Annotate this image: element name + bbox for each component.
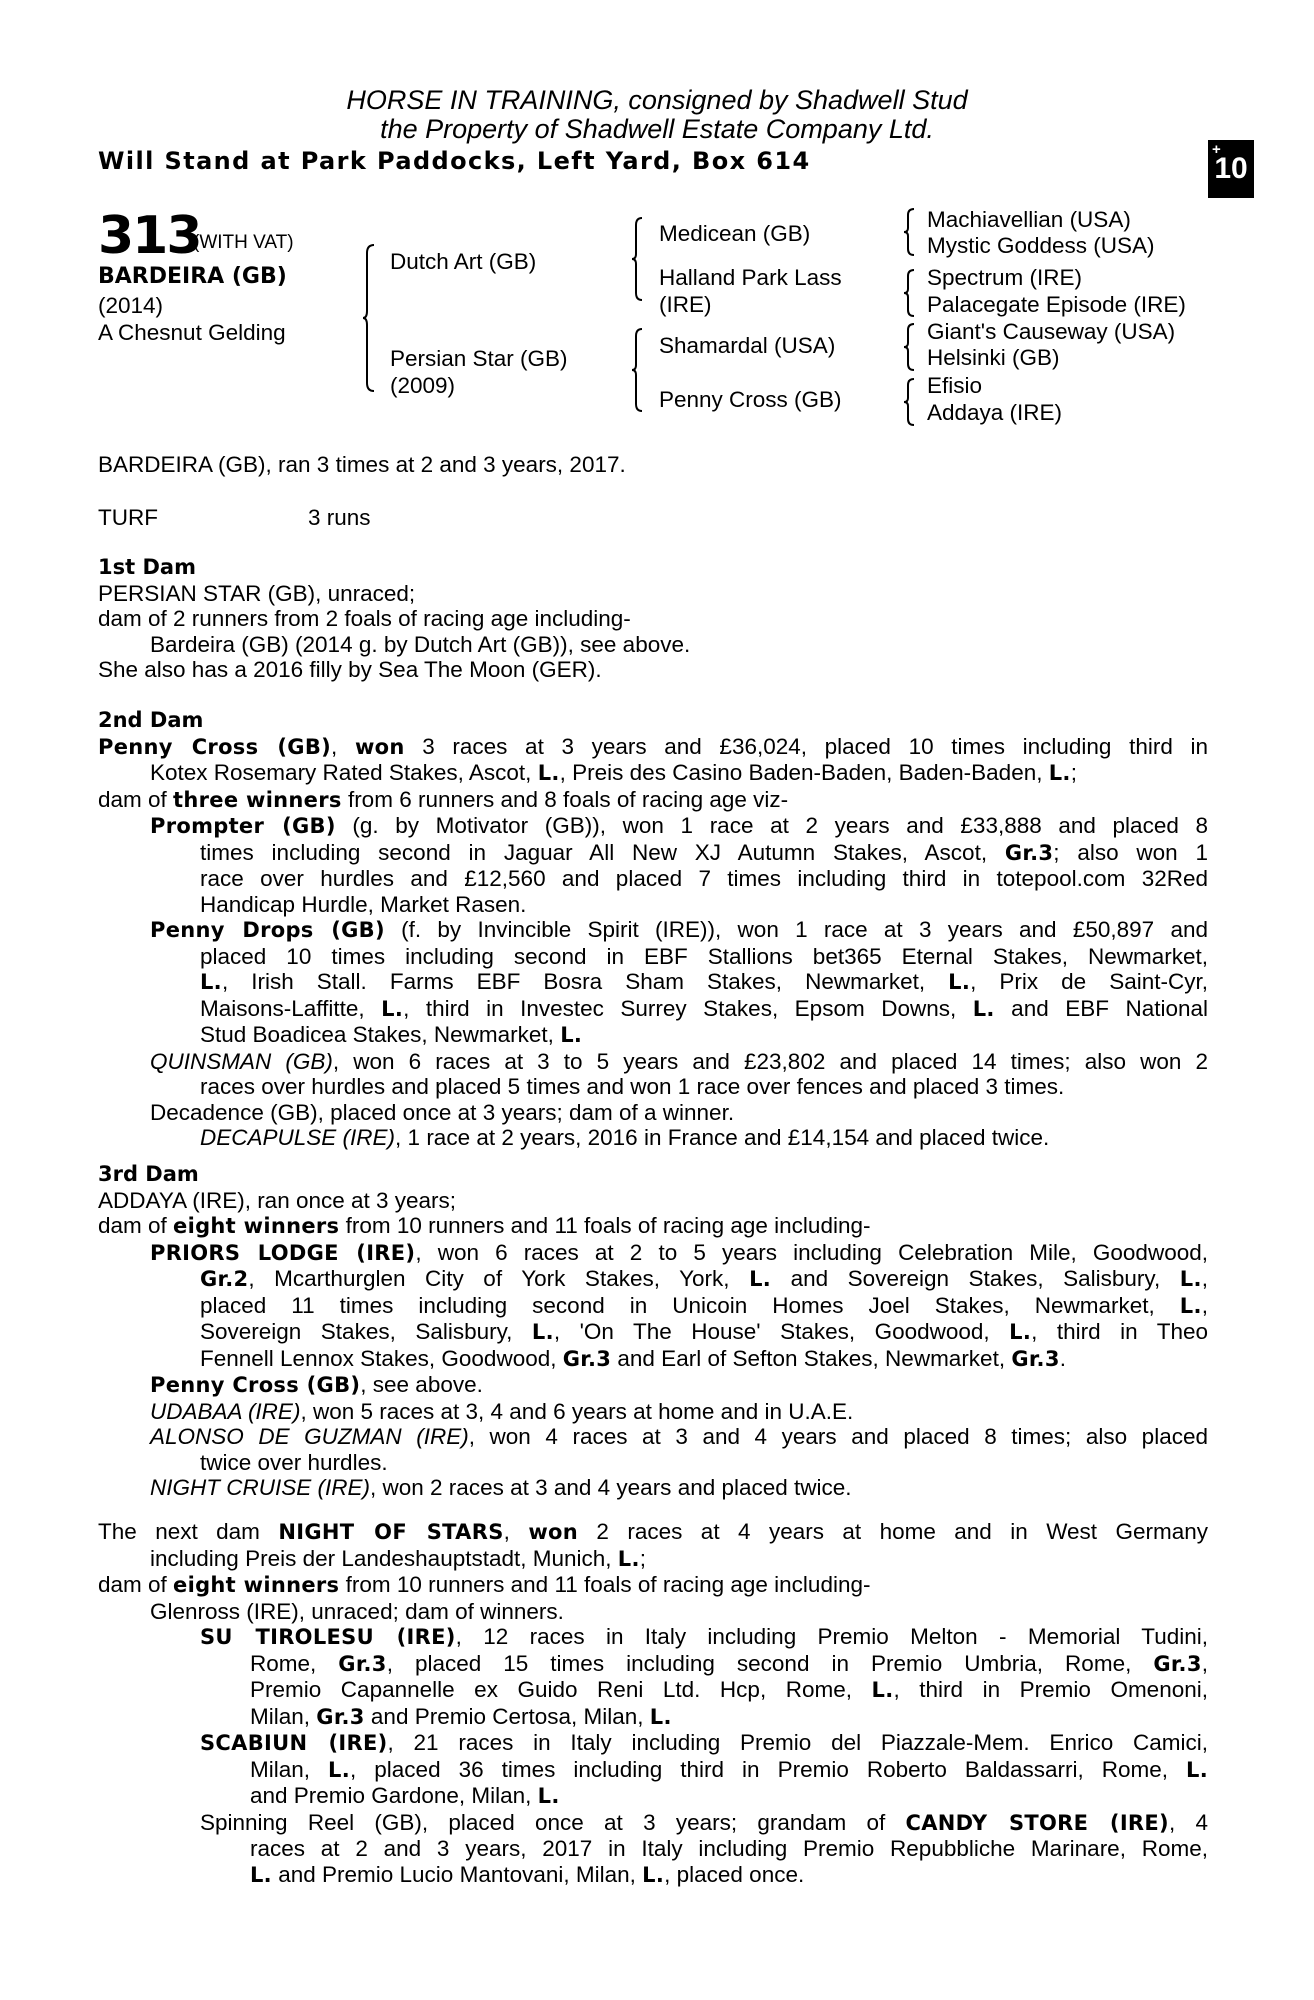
horse-name: DECAPULSE (IRE) [200, 1125, 396, 1150]
penny-cross-entry [98, 1372, 1208, 1399]
entry-line [250, 1862, 1208, 1889]
entry-line [150, 1049, 1208, 1075]
listed-mark: L. [560, 1023, 583, 1047]
entry-line [250, 1651, 1208, 1678]
text: , see above. [360, 1372, 483, 1397]
spinning-reel-entry [98, 1810, 1208, 1889]
entry-line [200, 1022, 1208, 1049]
quinsman-entry [98, 1049, 1208, 1100]
stand-location: Will Stand at Park Paddocks, Left Yard, Box 614 [98, 147, 811, 175]
entry-continuation [200, 1836, 1208, 1888]
entry-line [250, 1757, 1208, 1784]
race-record-summary: BARDEIRA (GB), ran 3 times at 2 and 3 years, 2017. [98, 452, 626, 477]
entry-line: races at 2 and 3 years, 2017 in Italy including Premio Repubbliche Marinare, Rome, [250, 1836, 1208, 1861]
listed-mark: L. [381, 996, 404, 1021]
entry-continuation [150, 1266, 1208, 1372]
entry-continuation [200, 1651, 1208, 1731]
text: , 4 [1168, 1809, 1208, 1835]
horse-name: PRIORS LODGE (IRE) [150, 1240, 416, 1265]
second-dam-line1: Penny Cross (GB), won 3 races at 3 years and £36,024, placed 10 times including third in [98, 733, 1208, 759]
winners-count: three winners [173, 787, 342, 812]
entry-continuation [150, 840, 1208, 918]
text: , won 4 races at 3 and 4 years and placed 8 times; also placed [468, 1424, 1208, 1449]
group-mark: Gr.3 [1153, 1651, 1202, 1676]
horse-name: Penny Cross (GB) [150, 1373, 361, 1397]
third-dam-line: ADDAYA (IRE), ran once at 3 years; [98, 1187, 457, 1213]
lot-number: 313 [98, 206, 201, 266]
entry-line [150, 1424, 1208, 1450]
text: Rome, [250, 1650, 339, 1676]
listed-mark: L. [649, 1704, 672, 1729]
property-line: the Property of Shadwell Estate Company Ltd. [380, 114, 934, 144]
next-dam-section [98, 1519, 1208, 1888]
text: 3 races at 3 years and £36,024, placed 10 times including third in [404, 733, 1208, 759]
text: Fennell Lennox Stakes, Goodwood, [200, 1345, 563, 1371]
ds-sire: Giant's Causeway (USA) [927, 319, 1176, 344]
entry-line: Handicap Hurdle, Market Rasen. [200, 891, 527, 917]
ss-brace [903, 207, 917, 257]
dam-name: Penny Cross (GB) [98, 734, 332, 759]
text: (g. by Motivator (GB)), won 1 race at 2 years and £33,888 and placed 8 [335, 813, 1208, 838]
text: and Premio Lucio Mantovani, Milan, [271, 1861, 643, 1887]
sd-dam: Palacegate Episode (IRE) [927, 292, 1186, 317]
group-mark: Gr.3 [338, 1651, 387, 1676]
sire-sire: Medicean (GB) [659, 221, 811, 246]
second-dam-section [98, 708, 1208, 1151]
horse-name: ALONSO DE GUZMAN (IRE) [150, 1424, 469, 1449]
entry-line [200, 1730, 1208, 1757]
group-mark: Gr.3 [1004, 840, 1054, 865]
text: and Premio Gardone, Milan, [250, 1783, 538, 1808]
dd-dam: Addaya (IRE) [927, 400, 1063, 425]
entry-line: placed 11 times including second in Unicoin Homes Joel Stakes, Newmarket, L., [200, 1292, 1208, 1318]
text: , Preis des Casino Baden-Baden, Baden-Baden, [559, 760, 1049, 785]
text: , won 6 races at 3 to 5 years and £23,802 and placed 14 times; also won 2 [332, 1048, 1208, 1074]
sd-sire: Spectrum (IRE) [927, 265, 1083, 290]
listed-mark: L. [1186, 1757, 1208, 1782]
entry-line [200, 1266, 1208, 1293]
decapulse-entry [98, 1125, 1208, 1151]
text: from 6 runners and 8 foals of racing age viz- [341, 786, 789, 812]
text: Kotex Rosemary Rated Stakes, Ascot, [150, 760, 538, 785]
sire-parents-brace [631, 216, 645, 302]
listed-mark: L. [328, 1757, 351, 1782]
text: Milan, [250, 1756, 329, 1782]
text: , won 6 races at 2 to 5 years including Celebration Mile, Goodwood, [415, 1239, 1208, 1265]
won-label: won [354, 734, 405, 759]
first-dam-note: She also has a 2016 filly by Sea The Moon (GER). [98, 657, 602, 682]
dd-brace [903, 377, 917, 427]
listed-mark: L. [948, 970, 971, 994]
text: dam of [98, 1213, 174, 1238]
text: , 12 races in Italy including Premio Melton - Memorial Tudini, [455, 1624, 1208, 1649]
entry-line [150, 813, 1208, 840]
group-mark: Gr.3 [316, 1704, 365, 1729]
listed-mark: L. [1009, 1320, 1032, 1344]
listed-mark: L. [1048, 761, 1071, 785]
su-tirolesu-entry [98, 1624, 1208, 1730]
horse-name: CANDY STORE (IRE) [905, 1810, 1169, 1835]
listed-mark: L. [972, 996, 995, 1021]
winners-count: eight winners [173, 1214, 340, 1238]
text: , placed once. [664, 1861, 805, 1887]
text: , [1201, 1650, 1208, 1676]
entry-line: races over hurdles and placed 5 times and won 1 race over fences and placed 3 times. [200, 1074, 1065, 1099]
text: (f. by Invincible Spirit (IRE)), won 1 race at 3 years and £50,897 and [384, 917, 1208, 942]
scabiun-entry [98, 1730, 1208, 1810]
rating-badge [1208, 140, 1254, 198]
text: from 10 runners and 11 foals of racing age including- [339, 1572, 871, 1597]
prompter-entry [98, 813, 1208, 917]
ds-brace [903, 322, 917, 372]
listed-mark: L. [250, 1862, 272, 1887]
text: , third in Investec Surrey Stakes, Epsom Downs, [403, 995, 973, 1021]
listed-mark: L. [749, 1267, 772, 1291]
sire-dam-brace [362, 243, 378, 393]
second-dam-heading: 2nd Dam [98, 708, 204, 732]
third-dam-heading: 3rd Dam [98, 1162, 199, 1186]
entry-continuation [150, 944, 1208, 1049]
first-dam-produce: dam of 2 runners from 2 foals of racing age including- [98, 606, 631, 631]
text: Maisons-Laffitte, [200, 995, 382, 1021]
entry-continuation [200, 1757, 1208, 1810]
listed-mark: L. [531, 1320, 554, 1344]
entry-line [250, 1677, 1208, 1704]
text: , placed 15 times including second in Premio Umbria, Rome, [386, 1650, 1154, 1676]
text: Premio Capannelle ex Guido Reni Ltd. Hcp, Rome, [250, 1677, 872, 1702]
entry-line [200, 969, 1208, 996]
listed-mark: L. [537, 761, 560, 785]
entry-line: placed 10 times including second in EBF Stallions bet365 Eternal Stakes, Newmarket, [200, 943, 1208, 969]
horse-name: SCABIUN (IRE) [200, 1731, 388, 1755]
consignor-line: HORSE IN TRAINING, consigned by Shadwell Stud [346, 85, 968, 115]
horse-description: A Chesnut Gelding [98, 320, 286, 345]
text: and Earl of Sefton Stakes, Newmarket, [611, 1345, 1012, 1371]
horse-name: QUINSMAN (GB) [150, 1048, 333, 1074]
first-dam-heading: 1st Dam [98, 555, 196, 579]
badge-number: 10 [1214, 152, 1248, 185]
first-dam-foal: Bardeira (GB) (2014 g. by Dutch Art (GB)), see above. [150, 631, 691, 657]
listed-mark: L. [642, 1862, 665, 1887]
entry-line [200, 996, 1208, 1023]
decadence-entry: Decadence (GB), placed once at 3 years; dam of a winner. [150, 1099, 735, 1125]
text: and EBF National [994, 995, 1208, 1021]
entry-line: race over hurdles and £12,560 and placed 7 times including third in totepool.com 32Red [200, 866, 1208, 891]
dam-year: (2009) [390, 373, 456, 398]
dam: Persian Star (GB) [390, 346, 568, 371]
listed-mark: L. [871, 1678, 894, 1702]
entry-line [200, 1319, 1208, 1346]
text: times including second in Jaguar All New XJ Autumn Stakes, Ascot, [200, 839, 1005, 865]
third-dam-produce [98, 1213, 1208, 1240]
ds-dam: Helsinki (GB) [927, 345, 1060, 370]
text: and Sovereign Stakes, Salisbury, [771, 1266, 1180, 1291]
entry-line [200, 840, 1208, 867]
text: dam of [98, 786, 174, 812]
listed-mark: L. [200, 970, 222, 994]
text: and Premio Certosa, Milan, [364, 1703, 650, 1729]
night-cruise-entry [98, 1475, 1208, 1501]
dd-sire: Efisio [927, 373, 983, 398]
horse-name: NIGHT CRUISE (IRE) [150, 1475, 371, 1500]
first-dam-section [98, 555, 1208, 683]
listed-mark: L. [617, 1546, 640, 1571]
horse-name: BARDEIRA (GB) [98, 264, 287, 289]
sd-brace [903, 268, 917, 318]
won-label: won [528, 1520, 578, 1544]
group-mark: Gr.3 [562, 1346, 612, 1371]
horse-name: Prompter (GB) [150, 814, 336, 838]
text: The next dam [98, 1519, 279, 1544]
text: , won 2 races at 3 and 4 years and placed twice. [370, 1475, 852, 1500]
ss-dam: Mystic Goddess (USA) [927, 233, 1155, 258]
priors-lodge-entry [98, 1240, 1208, 1373]
surface-label: TURF [98, 505, 158, 530]
horse-name: Penny Drops (GB) [150, 918, 385, 942]
horse-name: SU TIROLESU (IRE) [200, 1625, 456, 1649]
sire: Dutch Art (GB) [390, 249, 537, 274]
group-mark: Gr.3 [1011, 1346, 1060, 1371]
dam-name: NIGHT OF STARS [278, 1520, 504, 1544]
winners-count: eight winners [173, 1573, 340, 1597]
entry-line [250, 1783, 1208, 1810]
listed-mark: L. [1179, 1267, 1202, 1291]
entry-line [200, 1810, 1208, 1837]
text: , placed 36 times including third in Premio Roberto Baldassarri, Rome, [350, 1756, 1187, 1782]
text: from 10 runners and 11 foals of racing age including- [339, 1213, 871, 1238]
next-dam-line2: including Preis der Landeshauptstadt, Munich, L.; [150, 1545, 647, 1571]
text: dam of [98, 1572, 174, 1597]
text: , [1201, 1266, 1208, 1291]
udabaa-entry [98, 1399, 1208, 1425]
next-dam-produce [98, 1572, 1208, 1599]
text: , 'On The House' Stakes, Goodwood, [553, 1319, 1010, 1344]
text: ; [1070, 760, 1077, 785]
dam-parents-brace [631, 327, 645, 413]
text: , Prix de Saint-Cyr, [970, 969, 1209, 994]
entry-line [150, 917, 1208, 944]
second-dam-line2 [98, 760, 1208, 787]
text: Spinning Reel (GB), placed once at 3 years; grandam of [200, 1809, 906, 1835]
text: placed 11 times including second in Unicoin Homes Joel Stakes, Newmarket, [200, 1292, 1180, 1318]
listed-mark: L. [537, 1784, 560, 1808]
text: , won 5 races at 3, 4 and 6 years at home and in U.A.E. [300, 1398, 854, 1424]
third-dam-section [98, 1162, 1208, 1501]
text: , Irish Stall. Farms EBF Bosra Sham Stakes, Newmarket, [221, 969, 949, 994]
penny-drops-entry [98, 917, 1208, 1049]
text: Sovereign Stakes, Salisbury, [200, 1319, 532, 1344]
group-mark: Gr.2 [200, 1267, 249, 1291]
sire-dam-origin: (IRE) [659, 292, 712, 317]
text: , third in Premio Omenoni, [893, 1677, 1208, 1702]
entry-line [250, 1704, 1208, 1731]
entry-line: twice over hurdles. [200, 1449, 388, 1475]
surface-runs: 3 runs [308, 505, 371, 530]
text: 2 races at 4 years at home and in West Germany [578, 1519, 1208, 1544]
entry-line [200, 1624, 1208, 1651]
dam-sire: Shamardal (USA) [659, 333, 836, 358]
text: , third in Theo [1031, 1319, 1208, 1344]
badge-plus: + [1212, 141, 1221, 158]
next-dam-line1: The next dam NIGHT OF STARS, won 2 races at 4 years at home and in West Germany [98, 1519, 1208, 1544]
text: , 21 races in Italy including Premio del Piazzale-Mem. Enrico Camici, [387, 1730, 1208, 1755]
dam-dam: Penny Cross (GB) [659, 387, 842, 412]
vat-note: (WITH VAT) [193, 232, 294, 253]
first-dam-line: PERSIAN STAR (GB), unraced; [98, 580, 416, 606]
listed-mark: L. [1179, 1293, 1202, 1318]
text: Stud Boadicea Stakes, Newmarket, [200, 1022, 561, 1047]
sire-dam: Halland Park Lass [659, 265, 842, 290]
glenross-entry: Glenross (IRE), unraced; dam of winners. [150, 1598, 564, 1624]
text: including Preis der Landeshauptstadt, Munich, [150, 1545, 618, 1571]
alonso-entry [98, 1424, 1208, 1475]
entry-line: Fennell Lennox Stakes, Goodwood, Gr.3 and Earl of Sefton Stakes, Newmarket, Gr.3. [200, 1345, 1066, 1371]
horse-name: UDABAA (IRE) [150, 1398, 301, 1424]
foaling-year: (2014) [98, 293, 164, 318]
second-dam-produce [98, 787, 1208, 814]
ss-sire: Machiavellian (USA) [927, 207, 1131, 232]
text: , 1 race at 2 years, 2016 in France and £14,154 and placed twice. [395, 1125, 1050, 1150]
text: , Mcarthurglen City of York Stakes, York, [248, 1266, 750, 1291]
text: ; also won 1 [1053, 839, 1208, 865]
entry-line [150, 1240, 1208, 1267]
text: Milan, [250, 1703, 317, 1729]
